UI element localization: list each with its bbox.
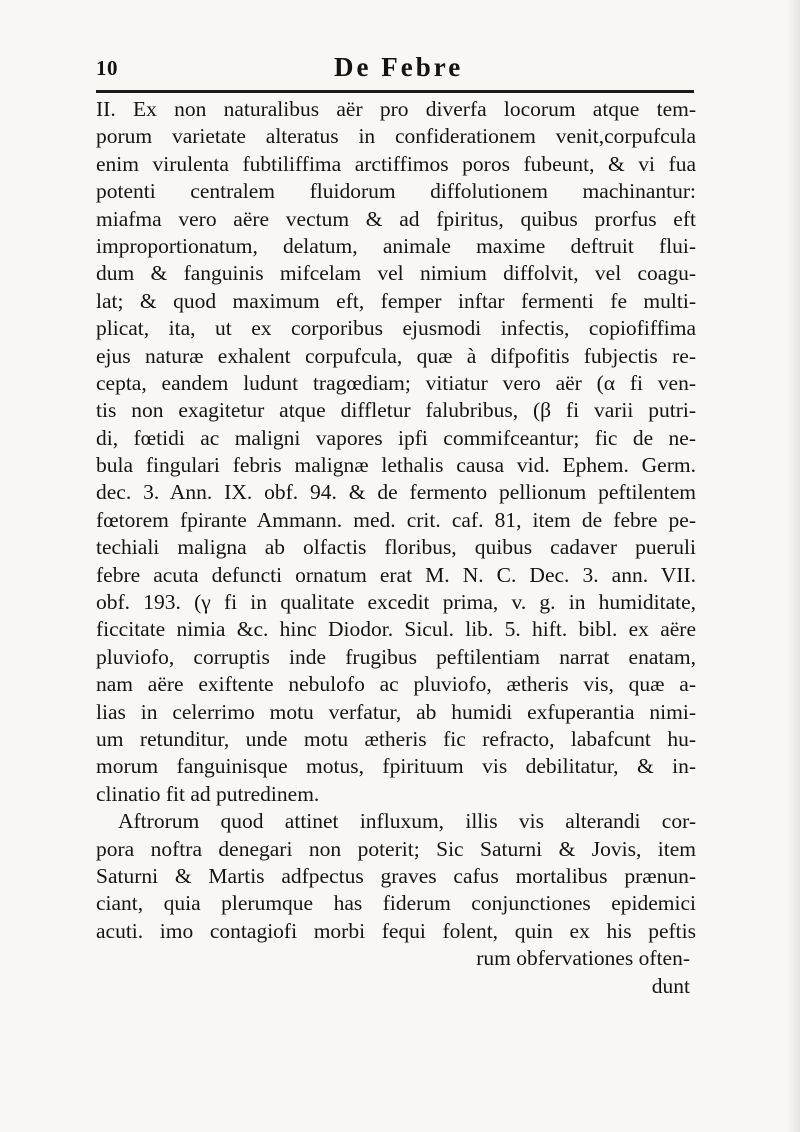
text-line-15: dec. 3. Ann. IX. obf. 94. & de fermento pellionum peftilentem xyxy=(96,480,696,505)
text-line-17: techiali maligna ab olfactis floribus, quibus cadaver pueruli xyxy=(96,535,696,560)
text-line-6: improportionatum, delatum, animale maxime deftruit flui- xyxy=(96,233,696,258)
text-line-11: cepta, eandem ludunt tragœdiam; vitiatur vero aër (α fi ven- xyxy=(96,370,696,395)
text-line-29: Saturni & Martis adfpectus graves cafus mortalibus prænun- xyxy=(96,863,696,888)
text-line-22: nam aëre exiftente nebulofo ac pluviofo, ætheris vis, quæ a- xyxy=(96,672,696,697)
text-line-30: ciant, quia plerumque has fiderum conjunctiones epidemici xyxy=(96,891,696,916)
page-edge-shadow xyxy=(786,0,800,1132)
text-line-12: tis non exagitetur atque diffletur falubribus, (β fi varii putri- xyxy=(96,398,696,423)
running-head: De Febre xyxy=(334,52,464,82)
text-line-9: plicat, ita, ut ex corporibus ejusmodi infectis, copiofiffima xyxy=(96,316,696,341)
text-line-1: II. Ex non naturalibus aër pro diverfa locorum atque tem- xyxy=(96,97,696,121)
text-line-32: rum obfervationes often- xyxy=(476,946,690,971)
text-line-25: morum fanguinisque motus, fpirituum vis debilitatur, & in- xyxy=(96,754,696,779)
text-line-21: pluviofo, corruptis inde frugibus peftilentiam narrat enatam, xyxy=(96,644,696,669)
text-line-4: potenti centralem fluidorum diffolutionem machinantur: xyxy=(96,179,696,204)
text-line-27: Aftrorum quod attinet influxum, illis vis alterandi cor- xyxy=(118,809,696,834)
text-line-16: fœtorem fpirante Ammann. med. crit. caf. 81, item de febre pe- xyxy=(96,507,696,532)
text-line-31: acuti. imo contagiofi morbi fequi folent, quin ex his peftis xyxy=(96,918,696,943)
text-line-7: dum & fanguinis mifcelam vel nimium diffolvit, vel coagu- xyxy=(96,261,696,286)
text-line-28: pora noftra denegari non poterit; Sic Saturni & Jovis, item xyxy=(96,836,696,861)
text-line-24: um retunditur, unde motu ætheris fic refracto, labafcunt hu- xyxy=(96,726,696,751)
text-line-26: clinatio fit ad putredinem. xyxy=(96,781,320,806)
text-line-19: obf. 193. (γ fi in qualitate excedit prima, v. g. in humiditate, xyxy=(96,590,696,615)
text-line-14: bula fingulari febris malignæ lethalis causa vid. Ephem. Germ. xyxy=(96,453,696,478)
text-line-5: miafma vero aëre vectum & ad fpiritus, quibus prorfus eft xyxy=(96,206,696,231)
header-rule xyxy=(96,90,694,93)
text-line-23: lias in celerrimo motu verfatur, ab humidi exfuperantia nimi- xyxy=(96,699,696,724)
page-number: 10 xyxy=(96,56,118,80)
text-line-3: enim virulenta fubtiliffima arctiffimos poros fubeunt, & vi fua xyxy=(96,151,696,176)
text-line-2: porum varietate alteratus in confiderationem venit,corpufcula xyxy=(96,124,696,149)
text-line-8: lat; & quod maximum eft, femper inftar fermenti fe multi- xyxy=(96,288,696,313)
text-line-20: ficcitate nimia &c. hinc Diodor. Sicul. lib. 5. hift. bibl. ex aëre xyxy=(96,617,696,642)
page-header xyxy=(96,52,688,86)
body-text xyxy=(96,96,696,1000)
text-line-10: ejus naturæ exhalent corpufcula, quæ à difpofitis fubjectis re- xyxy=(96,343,696,368)
text-line-13: di, fœtidi ac maligni vapores ipfi commifceantur; fic de ne- xyxy=(96,425,696,450)
text-line-18: febre acuta defuncti ornatum erat M. N. C. Dec. 3. ann. VII. xyxy=(96,562,696,587)
catchword: dunt xyxy=(651,973,690,998)
